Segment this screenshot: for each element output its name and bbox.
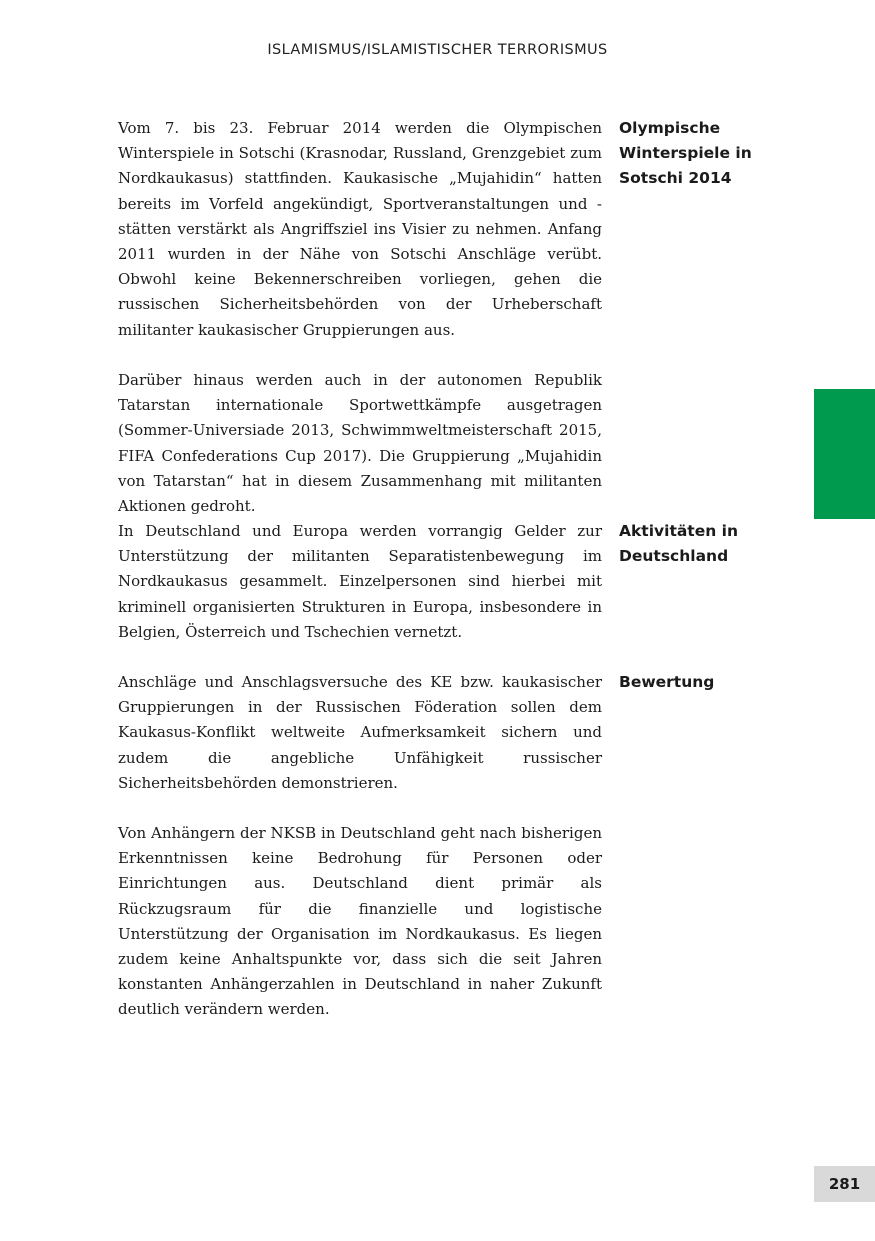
- running-head: ISLAMISMUS/ISLAMISTISCHER TERRORISMUS: [267, 42, 608, 58]
- paragraph-assessment-germany: Von Anhängern der NKSB in Deutschland geht nach bisherigen Erkenntnissen keine Bedrohung für Personen oder Einrichtungen aus. Deutschland dient primär als Rückzugsraum für die finanzielle und logistische Unterstützung der Organisation im Nordkaukasus. Es liegen zudem keine Anhaltspunkte vor, dass sich die seit Jahren konstanten Anhängerzahlen in Deutschland in naher Zukunft deutlich verändern werden.: [118, 824, 602, 1019]
- marginal-heading-olympics: Olympische Winterspiele in Sotschi 2014: [619, 119, 752, 187]
- paragraph-assessment-attacks: Anschläge und Anschlagsversuche des KE bzw. kaukasischer Gruppierungen in der Russischen Föderation sollen dem Kaukasus-Konflikt weltweite Aufmerksamkeit sichern und zudem die angebliche Unfähigkeit russischer Sicherheitsbehörden demonstrieren.: [118, 673, 602, 792]
- paragraph-activities-germany: In Deutschland und Europa werden vorrangig Gelder zur Unterstützung der militanten Separatistenbewegung im Nordkaukasus gesammelt. Einzelpersonen sind hierbei mit kriminell organisierten Strukturen in Europa, insbesondere in Belgien, Österreich und Tschechien vernetzt.: [118, 522, 602, 641]
- marginal-heading-assessment: Bewertung: [619, 673, 715, 691]
- marginal-heading-activities: Aktivitäten in Deutschland: [619, 522, 739, 565]
- paragraph-olympics-intro: Vom 7. bis 23. Februar 2014 werden die Olympischen Winterspiele in Sotschi (Krasnodar, Russland, Grenzgebiet zum Nordkaukasus) stattfinden. Kaukasische „Mujahidin“ hatten bereits im Vorfeld angekündigt, Sportveranstaltungen und -stätten verstärkt als Angriffsziel ins Visier zu nehmen. Anfang 2011 wurden in der Nähe von Sotschi Anschläge verübt. Obwohl keine Bekennerschreiben vorliegen, gehen die russischen Sicherheitsbehörden von der Urheberschaft militanter kaukasischer Gruppierungen aus.: [118, 119, 602, 339]
- paragraph-tatarstan: Darüber hinaus werden auch in der autonomen Republik Tatarstan internationale Sportwettkämpfe ausgetragen (Sommer-Universiade 2013, Schwimmweltmeisterschaft 2015, FIFA Confederations Cup 2017). Die Gruppierung „Mujahidin von Tatarstan“ hat in diesem Zusammenhang mit militanten Aktionen gedroht.: [118, 371, 602, 516]
- chapter-tab-marker: [814, 389, 875, 519]
- page-number: 281: [814, 1166, 875, 1202]
